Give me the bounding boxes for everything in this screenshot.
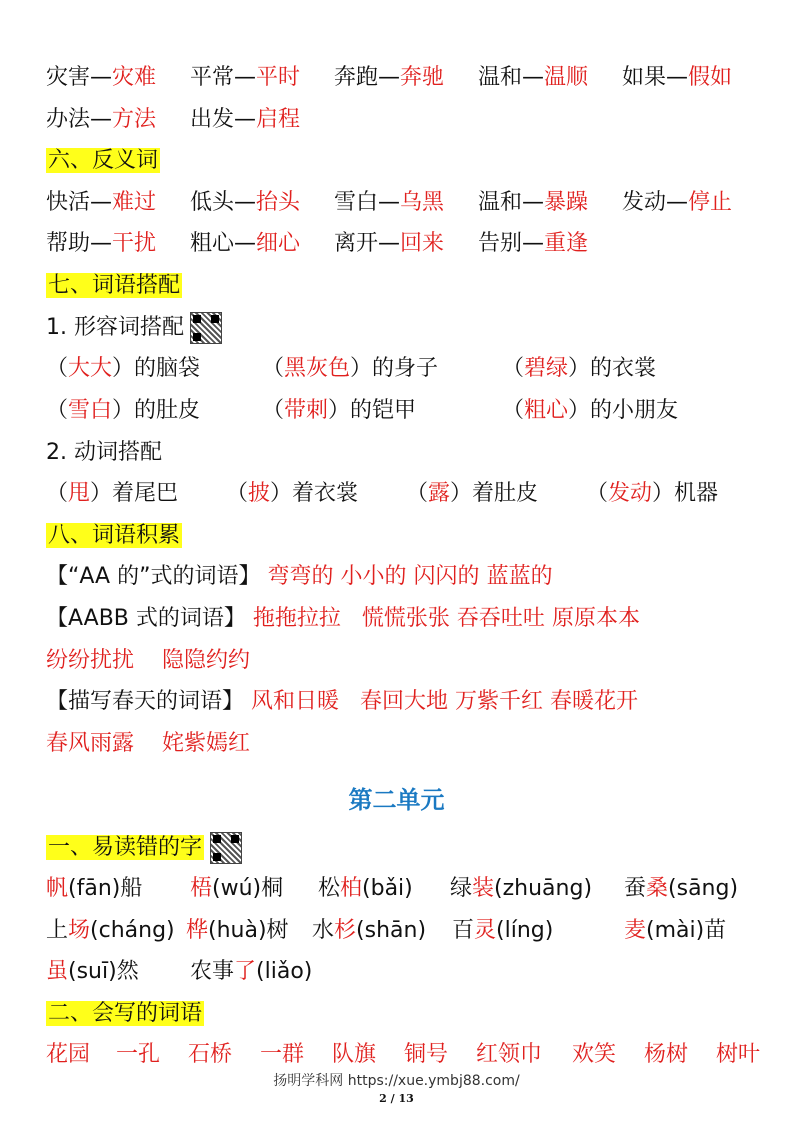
synonym-row-1: 灾害—灾难 平常—平时 奔跑—奔驰 温和—温顺 如果—假如 bbox=[46, 65, 733, 90]
subheading-verbs: 2. 动词搭配 bbox=[46, 440, 162, 465]
aabb-words-row-2: 纷纷扰扰 隐隐约约 bbox=[46, 648, 251, 673]
writing-words-row: 花园 一孔 石桥 一群 队旗 铜号 红领巾 欢笑 杨树 树叶 bbox=[46, 1042, 761, 1067]
aabb-words-row: 【AABB 式的词语】 拖拖拉拉 慌慌张张 吞吞吐吐 原原本本 bbox=[46, 606, 640, 631]
antonym-row-1: 快活—难过 低头—抬头 雪白—乌黑 温和—暴躁 发动—停止 bbox=[46, 190, 733, 215]
adjective-row-2: （雪白）的肚皮 （带刺）的铠甲 （粗心）的小朋友 bbox=[46, 398, 679, 423]
footer-url: 扬明学科网 https://xue.ymbj88.com/ bbox=[273, 1073, 520, 1089]
qr-code-icon bbox=[210, 832, 242, 864]
section-heading-antonyms: 六、反义词 bbox=[48, 148, 159, 173]
section-heading-accumulation: 八、词语积累 bbox=[48, 523, 181, 548]
unit-title: 第二单元 bbox=[348, 786, 445, 814]
antonym-row-2: 帮助—干扰 粗心—细心 离开—回来 告别—重逢 bbox=[46, 231, 589, 256]
section-heading-writing-words: 二、会写的词语 bbox=[48, 1001, 203, 1026]
adjective-row-1: （大大）的脑袋 （黑灰色）的身子 （碧绿）的衣裳 bbox=[46, 356, 657, 381]
pinyin-row-3: 虽(suī)然 农事了(liǎo) bbox=[46, 959, 313, 984]
subheading-adjectives: 1. 形容词搭配 bbox=[46, 310, 763, 346]
section-heading-misread-chars: 一、易读错的字 bbox=[46, 830, 763, 866]
aa-words-row: 【“AA 的”式的词语】 弯弯的 小小的 闪闪的 蓝蓝的 bbox=[46, 564, 553, 589]
pinyin-row-1: 帆(fān)船 梧(wú)桐 松柏(bǎi) 绿装(zhuāng) 蚕桑(sāng) bbox=[46, 876, 739, 901]
section-heading-collocations: 七、词语搭配 bbox=[48, 273, 181, 298]
spring-words-row-2: 春风雨露 姹紫嫣红 bbox=[46, 731, 251, 756]
spring-words-row: 【描写春天的词语】 风和日暖 春回大地 万紫千红 春暖花开 bbox=[46, 689, 639, 714]
verb-row: （甩）着尾巴 （披）着衣裳 （露）着肚皮 （发动）机器 bbox=[46, 481, 719, 506]
page-number: 2 / 13 bbox=[379, 1092, 414, 1105]
synonym-row-2: 办法—方法 出发—启程 bbox=[46, 107, 301, 132]
pinyin-row-2: 上场(cháng) 桦(huà)树 水杉(shān) 百灵(líng) 麦(mài)苗 bbox=[46, 918, 727, 943]
qr-code-icon bbox=[190, 312, 222, 344]
